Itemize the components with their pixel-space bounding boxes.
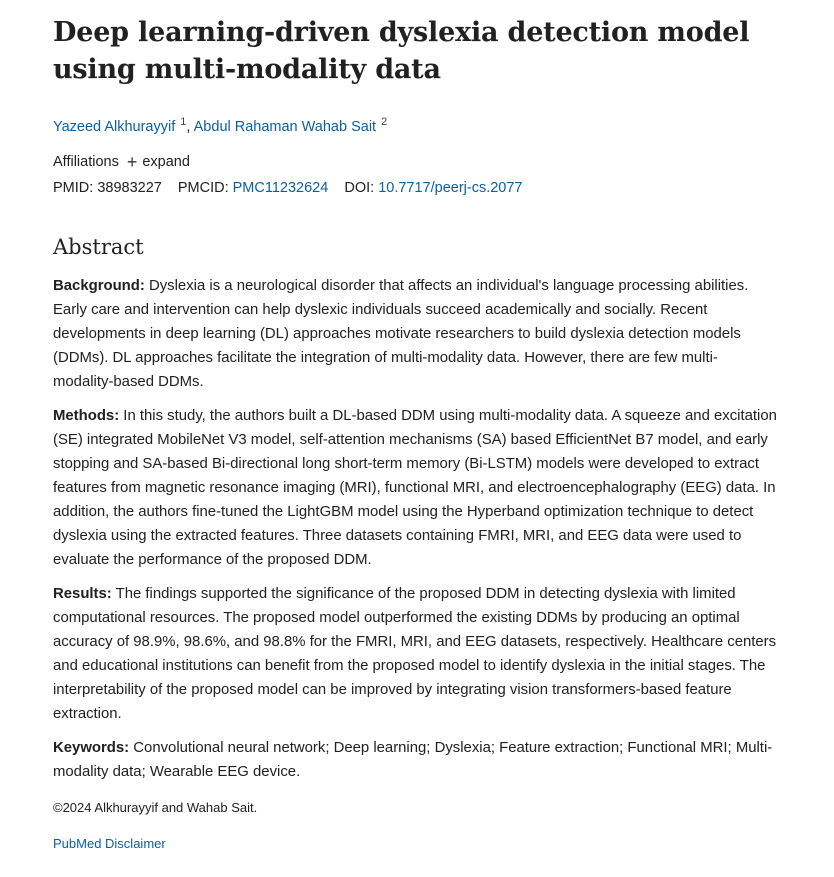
background-text: Dyslexia is a neurological disorder that affects an individual's language processing abilities. Early care and intervention can help dyslexic individuals succeed academically and socially. Recent developments in deep learning (DL) approaches motivate researchers to build dyslexia detection models (DDMs). DL approaches facilitate the integration of multi-modality data. However, there are few multi-modality-based DDMs.	[53, 278, 749, 390]
author-link-alkhurayyif[interactable]: Yazeed Alkhurayyif	[53, 119, 176, 135]
plus-icon: +	[126, 152, 138, 172]
abstract-results	[53, 582, 778, 726]
affiliations-row	[53, 152, 778, 172]
expand-label: expand	[142, 154, 190, 170]
keywords-text: Convolutional neural network; Deep learning; Dyslexia; Feature extraction; Functional MRI; Multi-modality data; Wearable EEG device.	[53, 740, 773, 780]
author-affiliation-sup[interactable]: 1	[180, 116, 187, 128]
pmid-label: PMID:	[53, 180, 94, 196]
disclaimer-row	[53, 834, 778, 854]
methods-text: In this study, the authors built a DL-based DDM using multi-modality data. A squeeze and excitation (SE) integrated MobileNet V3 model, self-attention mechanisms (SA) based EfficientNet B7 model, and early stopping and SA-based Bi-directional long short-term memory (Bi-LSTM) models were developed to extract features from magnetic resonance imaging (MRI), functional MRI, and electroencephalography (EEG) data. In addition, the authors fine-tuned the LightGBM model using the Hyperband optimization technique to detect dyslexia using the extracted features. Three datasets containing FMRI, MRI, and EEG data were used to evaluate the performance of the proposed DDM.	[53, 408, 777, 568]
article-page	[53, 14, 778, 854]
article-title: Deep learning-driven dyslexia detection model using multi-modality data	[53, 17, 750, 85]
methods-label: Methods:	[53, 408, 120, 424]
background-label: Background:	[53, 278, 145, 294]
results-label: Results:	[53, 586, 112, 602]
abstract-keywords	[53, 736, 778, 784]
expand-affiliations-button[interactable]	[127, 152, 190, 172]
author-affiliation-sup[interactable]: 2	[381, 116, 388, 128]
pmcid-link[interactable]: PMC11232624	[232, 180, 329, 196]
pmid-value: 38983227	[97, 180, 162, 196]
pubmed-disclaimer-link[interactable]: PubMed Disclaimer	[53, 836, 166, 851]
keywords-label: Keywords:	[53, 740, 130, 756]
author-link-wahab-sait[interactable]: Abdul Rahaman Wahab Sait	[193, 119, 377, 135]
copyright-notice: ©2024 Alkhurayyif and Wahab Sait.	[53, 800, 258, 815]
doi-link[interactable]: 10.7717/peerj-cs.2077	[378, 180, 523, 196]
author-separator: ,	[186, 119, 191, 135]
pmcid-label: PMCID:	[177, 180, 229, 196]
author-list	[53, 112, 778, 137]
affiliations-label: Affiliations	[53, 154, 119, 170]
results-text: The findings supported the significance of the proposed DDM in detecting dyslexia with limited computational resources. The proposed model outperformed the existing DDMs by producing an optimal accuracy of 98.9%, 98.6%, and 98.8% for the FMRI, MRI, and EEG datasets, respectively. Healthcare centers and educational institutions can benefit from the proposed model to identify dyslexia in the initial stages. The interpretability of the proposed model can be improved by integrating vision transformers-based feature extraction.	[53, 586, 777, 722]
abstract-heading: Abstract	[53, 235, 144, 259]
doi-label: DOI:	[344, 180, 375, 196]
identifiers-row	[53, 178, 778, 198]
abstract-methods	[53, 404, 778, 572]
abstract-background	[53, 274, 778, 394]
